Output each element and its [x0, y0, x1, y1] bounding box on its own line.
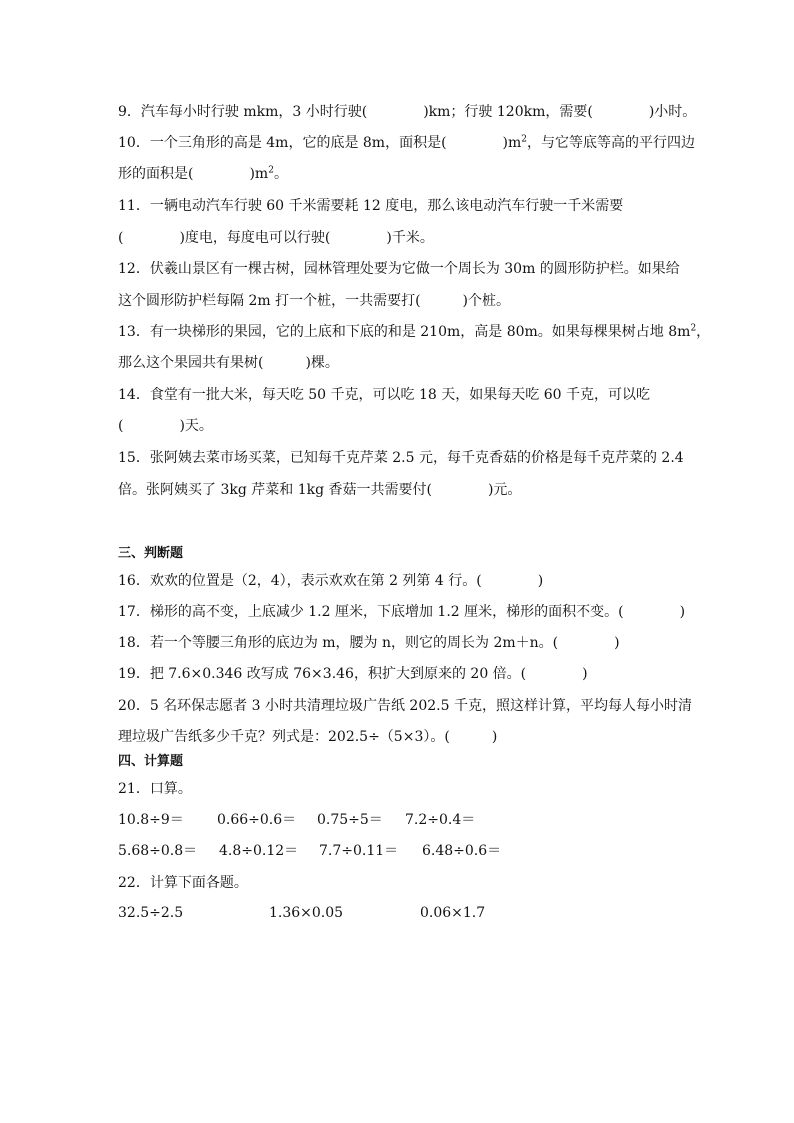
question-15-line1: 15．张阿姨去菜市场买菜，已知每千克芹菜 2.5 元，每千克香菇的价格是每千克芹菜的 2.4 — [118, 450, 684, 466]
question-16: 16．欢欢的位置是（2，4），表示欢欢在第 2 列第 4 行。( ) — [118, 573, 544, 589]
oral-calc-row-2 — [118, 841, 718, 861]
question-22: 22．计算下面各题。 — [118, 875, 248, 891]
q13-text-a: 13．有一块梯形的果园，它的上底和下底的和是 210m，高是 80m。如果每棵果树占地 8m — [118, 324, 691, 340]
q10-text-a: 10．一个三角形的高是 4m，它的底是 8m，面积是( )m — [118, 135, 522, 151]
question-20-line2: 理垃圾广告纸多少千克？列式是：202.5÷（5×3）。( ) — [118, 729, 498, 745]
question-14-line1: 14．食堂有一批大米，每天吃 50 千克，可以吃 18 天，如果每天吃 60 千克，可以吃 — [118, 387, 650, 403]
oral-calc-row-1 — [118, 810, 718, 830]
q10-text-b: ，与它等底等高的平行四边 — [527, 135, 696, 151]
oral-item: 7.7÷0.11＝ — [319, 843, 399, 859]
q10-text-d: 。 — [273, 166, 288, 182]
question-13-line1 — [118, 322, 710, 342]
question-9: 9．汽车每小时行驶 mkm，3 小时行驶( )km；行驶 120km，需要( )小时。 — [118, 104, 697, 120]
oral-item: 5.68÷0.8＝ — [118, 843, 198, 859]
oral-item: 4.8÷0.12＝ — [219, 843, 299, 859]
question-14-line2: ( )天。 — [118, 418, 213, 434]
question-11-line1: 11．一辆电动汽车行驶 60 千米需要耗 12 度电，那么该电动汽车行驶一千米需要 — [118, 198, 624, 214]
question-13-line2: 那么这个果园共有果树( )棵。 — [118, 355, 339, 371]
question-12-line1: 12．伏羲山景区有一棵古树，园林管理处要为它做一个周长为 30m 的圆形防护栏。如果给 — [118, 261, 680, 277]
q10-superscript: 2 — [521, 134, 528, 145]
section-title-judgment: 三、判断题 — [118, 546, 184, 561]
question-20-line1: 20．5 名环保志愿者 3 小时共清理垃圾广告纸 202.5 千克，照这样计算，平均每人每小时清 — [118, 698, 692, 714]
question-10-line1 — [118, 133, 695, 153]
q10-superscript-2: 2 — [268, 165, 274, 176]
oral-item: 7.2÷0.4＝ — [405, 812, 476, 828]
question-11-line2: ( )度电，每度电可以行驶( )千米。 — [118, 230, 434, 246]
oral-item: 10.8÷9＝ — [118, 812, 184, 828]
section-title-calculation: 四、计算题 — [118, 754, 184, 769]
question-17: 17．梯形的高不变，上底减少 1.2 厘米，下底增加 1.2 厘米，梯形的面积不变。( ) — [118, 604, 686, 620]
question-15-line2: 倍。张阿姨买了 3kg 芹菜和 1kg 香菇一共需要付( )元。 — [118, 482, 522, 498]
calc-row — [118, 903, 718, 923]
question-19: 19．把 7.6×0.346 改写成 76×3.46，积扩大到原来的 20 倍。( ) — [118, 666, 588, 682]
calc-item: 0.06×1.7 — [420, 905, 486, 921]
oral-item: 0.66÷0.6＝ — [217, 812, 297, 828]
q13-text-b: ， — [696, 324, 711, 340]
question-10-line2 — [118, 164, 288, 184]
oral-item: 0.75÷5＝ — [317, 812, 383, 828]
q10-text-c: 形的面积是( )m — [118, 166, 269, 182]
question-18: 18．若一个等腰三角形的底边为 m，腰为 n，则它的周长为 2m＋n。( ) — [118, 635, 620, 651]
calc-item: 1.36×0.05 — [269, 905, 344, 921]
oral-item: 6.48÷0.6＝ — [422, 843, 502, 859]
calc-item: 32.5÷2.5 — [118, 905, 184, 921]
question-12-line2: 这个圆形防护栏每隔 2m 打一个桩，一共需要打( )个桩。 — [118, 293, 511, 309]
question-21: 21．口算。 — [118, 781, 192, 797]
q13-superscript: 2 — [690, 323, 697, 334]
